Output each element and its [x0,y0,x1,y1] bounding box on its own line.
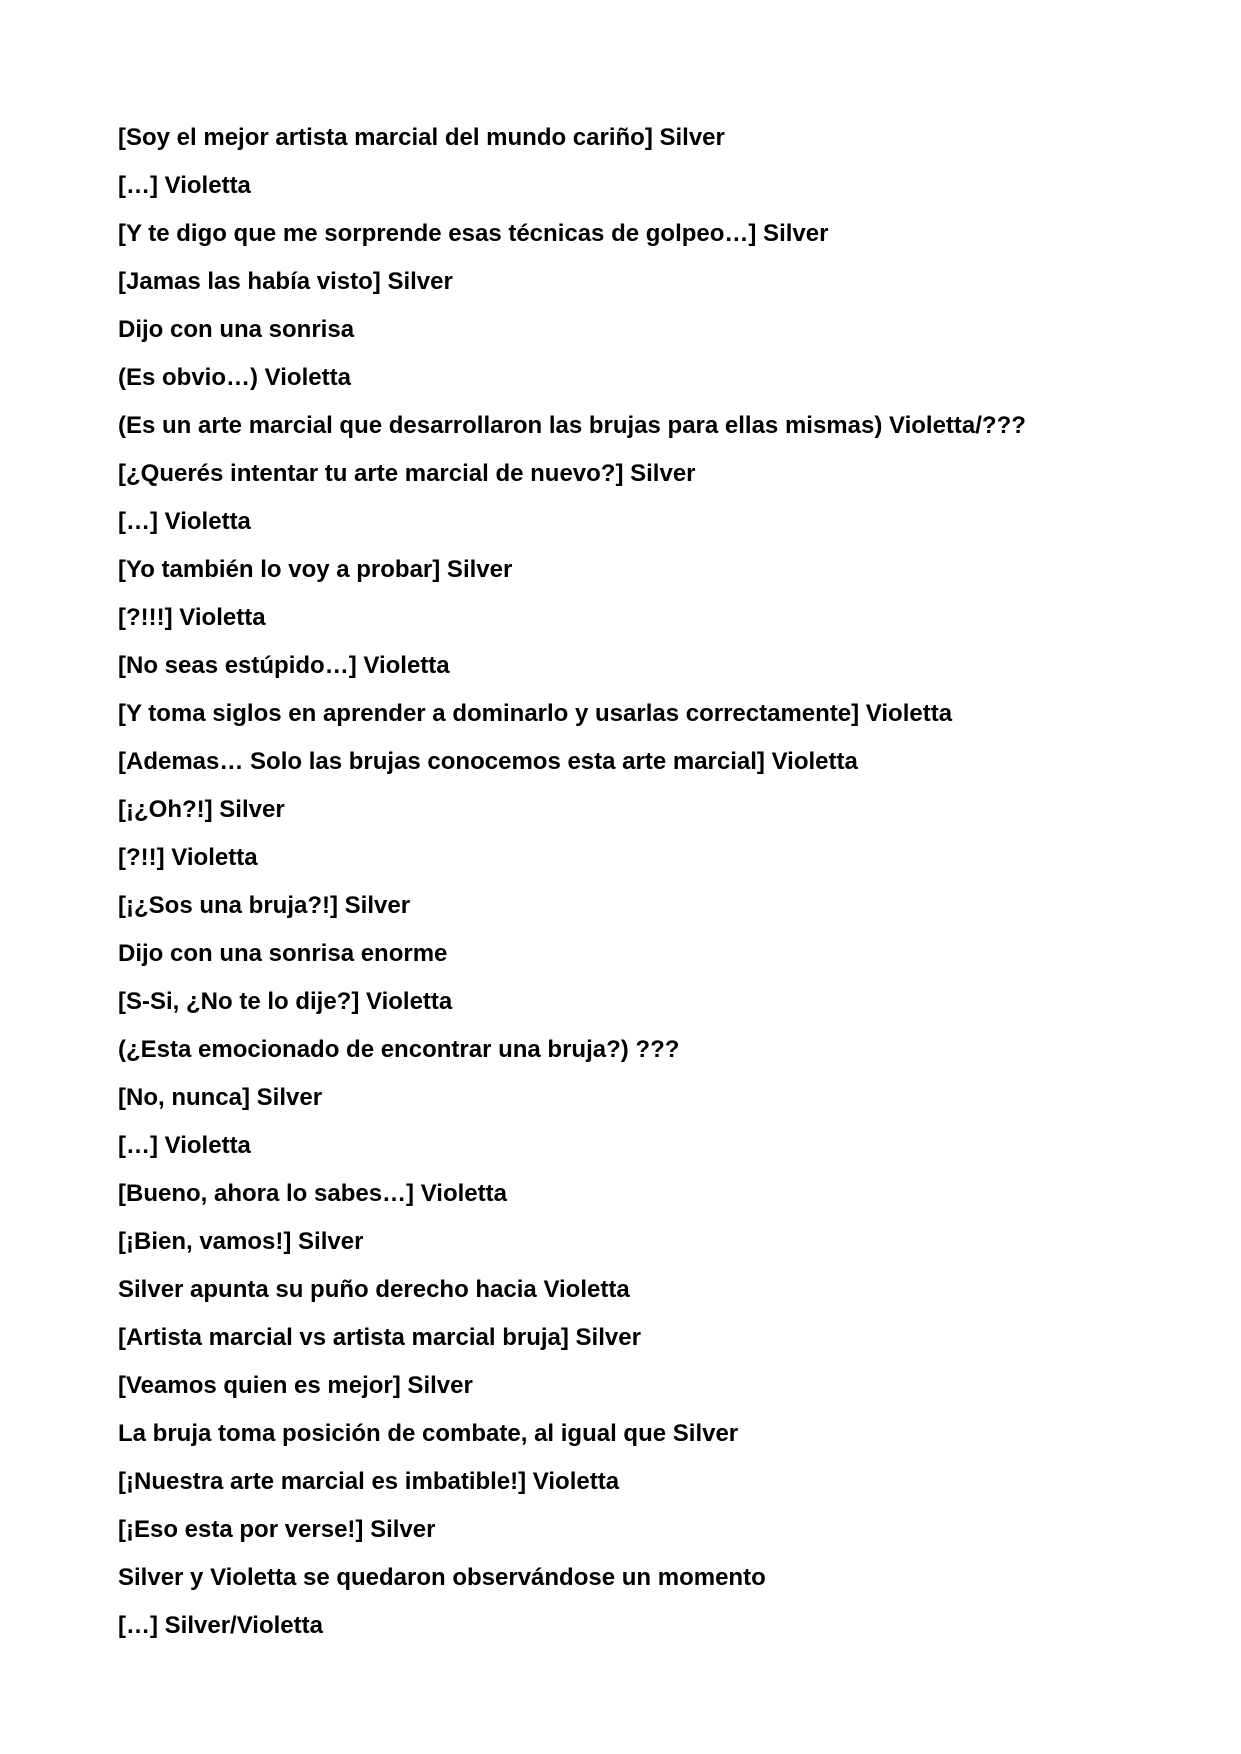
text-line: [¿Querés intentar tu arte marcial de nuevo?] Silver [118,460,696,487]
text-line: [Y te digo que me sorprende esas técnicas de golpeo…] Silver [118,220,829,247]
text-line: […] Violetta [118,1132,251,1159]
text-line: […] Silver/Violetta [118,1612,323,1639]
dialogue-text [118,114,1158,1650]
text-line: Dijo con una sonrisa enorme [118,940,448,967]
text-line: La bruja toma posición de combate, al igual que Silver [118,1420,739,1447]
text-line: [?!!] Violetta [118,844,258,871]
text-line: [Ademas… Solo las brujas conocemos esta arte marcial] Violetta [118,748,858,775]
text-line: [Soy el mejor artista marcial del mundo cariño] Silver [118,124,725,151]
text-line: [Yo también lo voy a probar] Silver [118,556,513,583]
text-line: (Es un arte marcial que desarrollaron las brujas para ellas mismas) Violetta/??? [118,412,1026,439]
text-line: [¡Eso esta por verse!] Silver [118,1516,436,1543]
text-line: Silver y Violetta se quedaron observándose un momento [118,1564,766,1591]
text-line: [¡¿Oh?!] Silver [118,796,285,823]
text-line: [Artista marcial vs artista marcial bruja] Silver [118,1324,641,1351]
text-line: [No seas estúpido…] Violetta [118,652,450,679]
text-line: [¡Nuestra arte marcial es imbatible!] Violetta [118,1468,620,1495]
text-line: [?!!!] Violetta [118,604,266,631]
text-line: [¡¿Sos una bruja?!] Silver [118,892,411,919]
text-line: [S-Si, ¿No te lo dije?] Violetta [118,988,453,1015]
text-line: [Jamas las había visto] Silver [118,268,453,295]
text-line: […] Violetta [118,172,251,199]
text-line: Silver apunta su puño derecho hacia Violetta [118,1276,630,1303]
text-line: (Es obvio…) Violetta [118,364,351,391]
text-line: […] Violetta [118,508,251,535]
text-line: [Veamos quien es mejor] Silver [118,1372,473,1399]
text-line: [¡Bien, vamos!] Silver [118,1228,364,1255]
text-line: [Y toma siglos en aprender a dominarlo y usarlas correctamente] Violetta [118,700,953,727]
text-line: Dijo con una sonrisa [118,316,355,343]
text-line: (¿Esta emocionado de encontrar una bruja?) ??? [118,1036,680,1063]
text-line: [Bueno, ahora lo sabes…] Violetta [118,1180,507,1207]
text-line: [No, nunca] Silver [118,1084,323,1111]
